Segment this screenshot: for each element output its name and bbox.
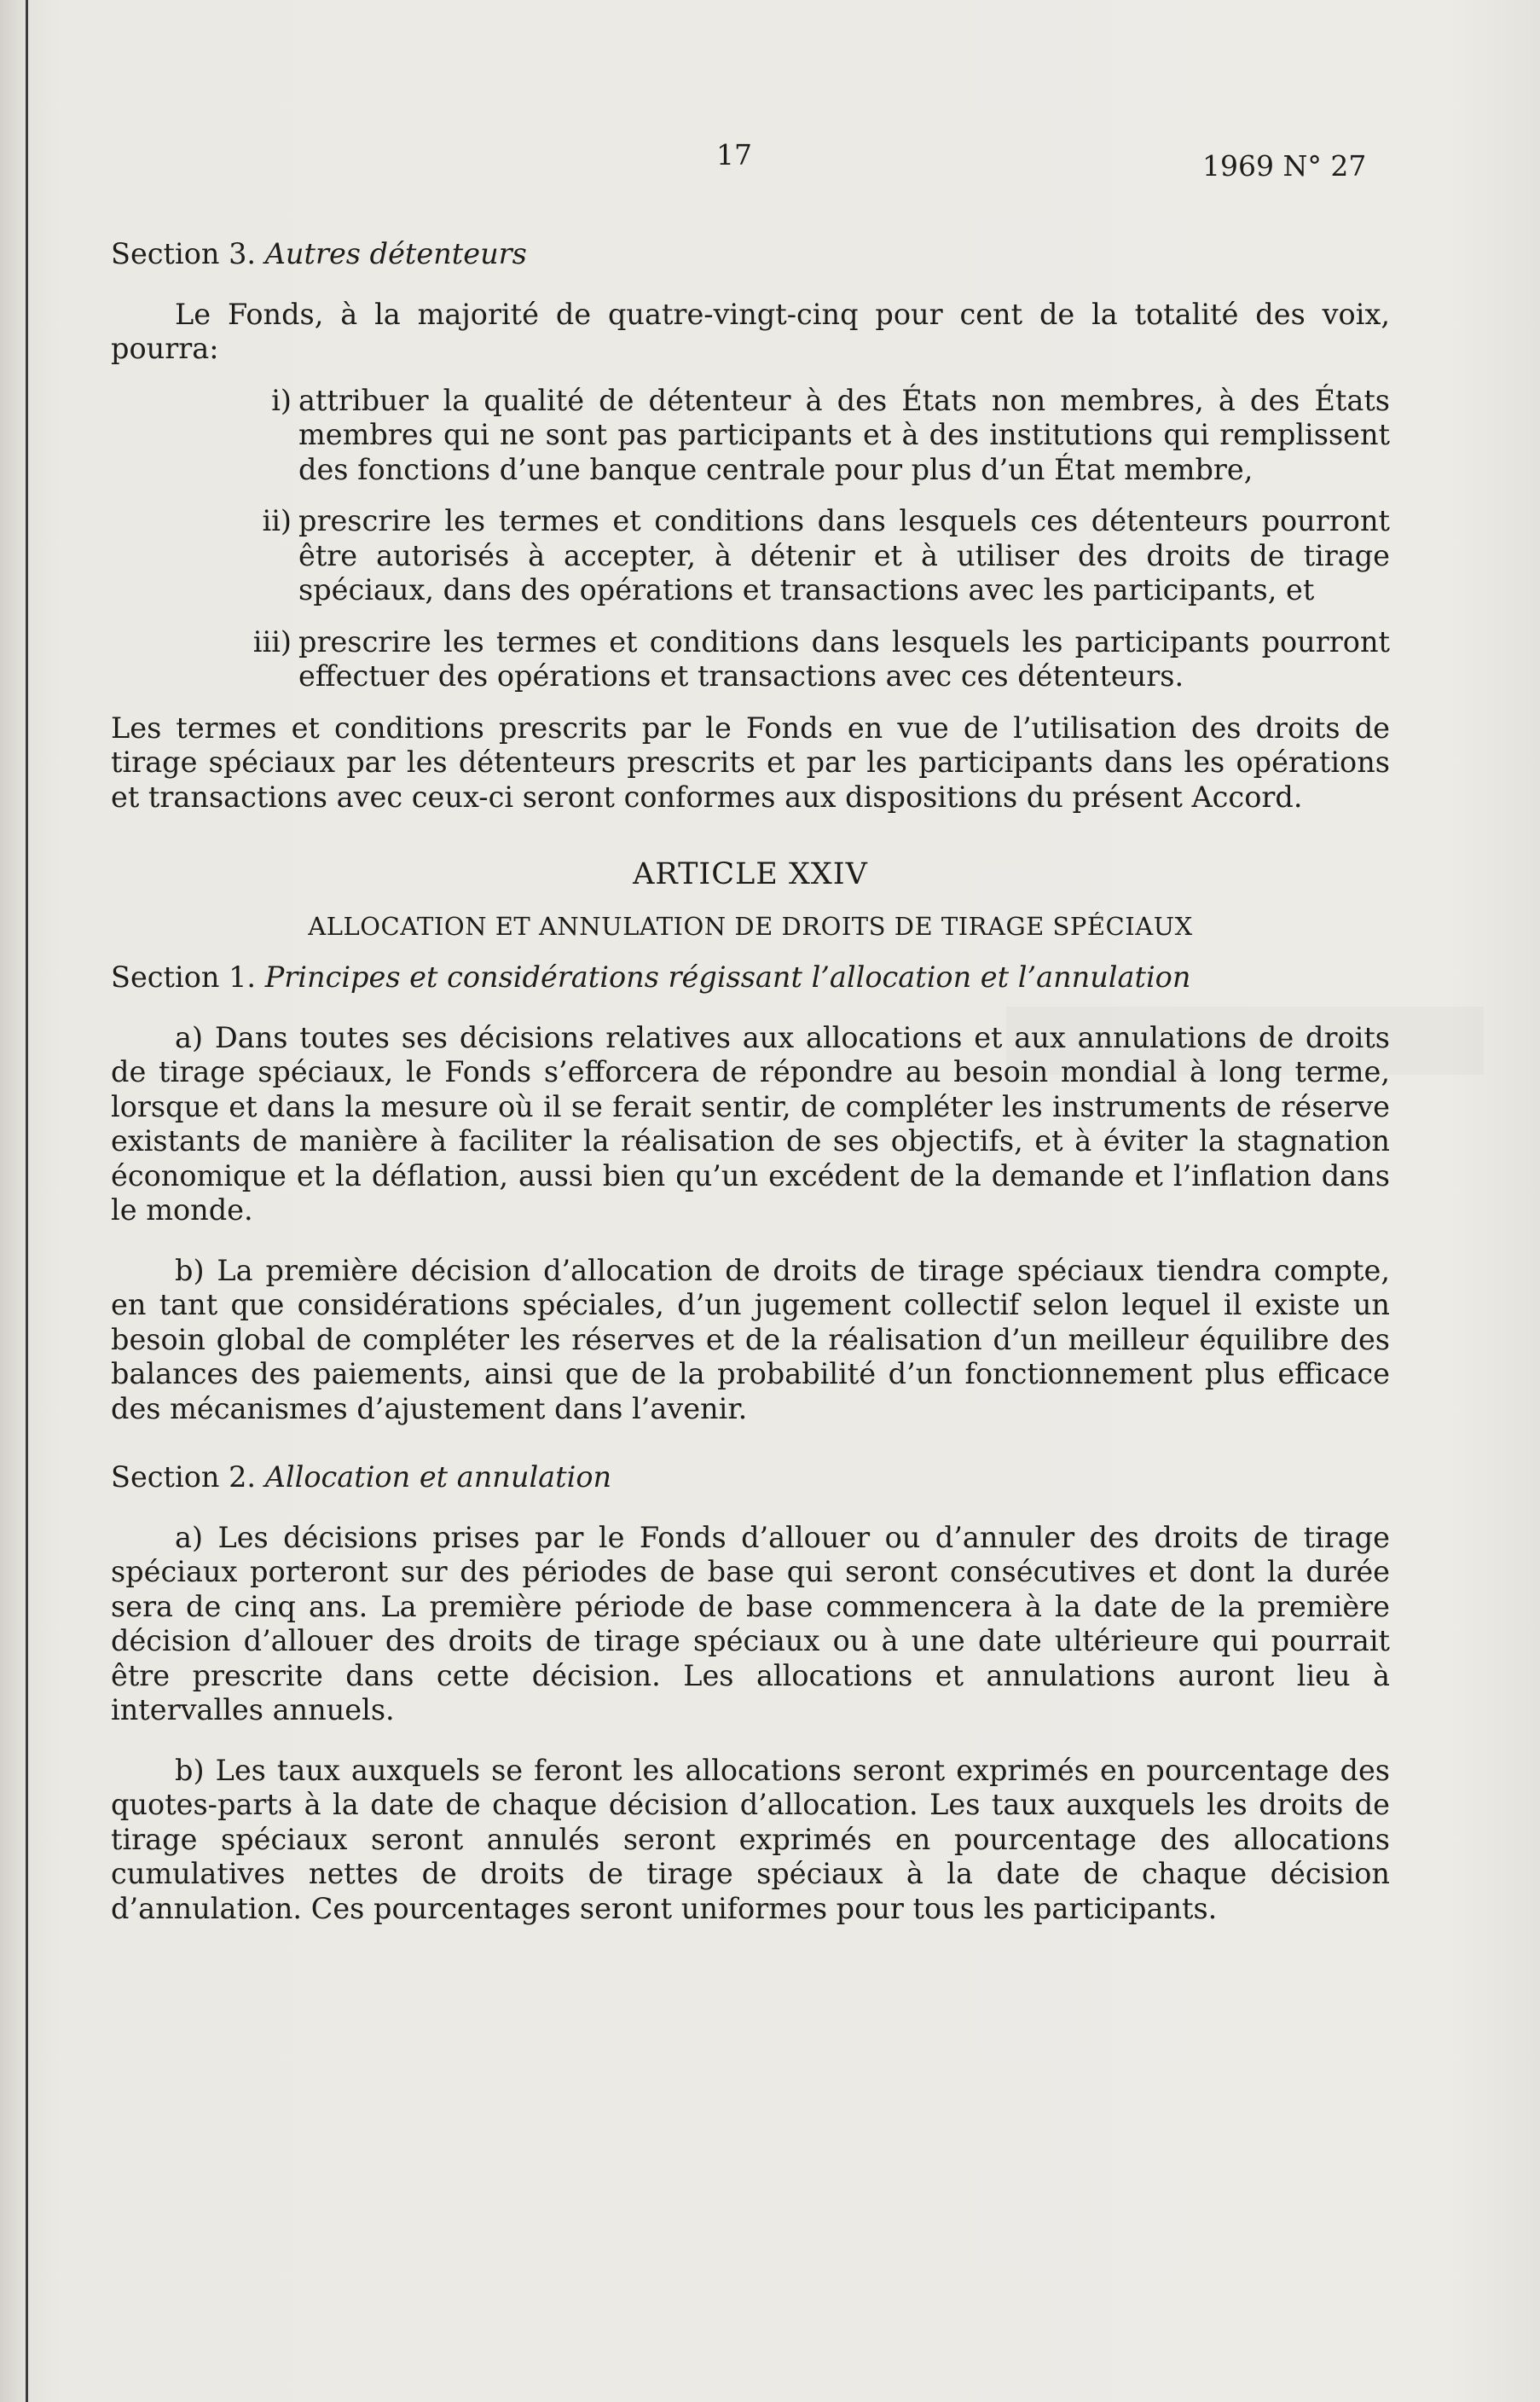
section-3-label: Section 3. bbox=[111, 237, 257, 270]
list-item-number: iii) bbox=[252, 624, 292, 659]
list-item-text: attribuer la qualité de détenteur à des États non membres, à des États membres qui ne sont pas participants et à des institutions qui remplissent des fonctions d’une banque centrale pour plus d’un État membre, bbox=[298, 383, 1390, 486]
page-number: 17 bbox=[716, 138, 752, 171]
document-body bbox=[111, 237, 1390, 1926]
section-3-title: Autres détenteurs bbox=[264, 237, 527, 270]
article-heading: ARTICLE XXIV bbox=[633, 857, 868, 891]
section-1-paragraph-a: a) Dans toutes ses décisions relatives aux allocations et aux annulations de droits de tirage spéciaux, le Fonds s’efforcera de répondre au besoin mondial à long terme, lorsque et dans la mesure où il se ferait sentir, de compléter les instruments de réserve existants de manière à faciliter la réalisation de ses objectifs, et à éviter la stagnation économique et la déflation, aussi bien qu’un excédent de la demande et l’inflation dans le monde. bbox=[111, 1020, 1390, 1227]
section-2-label: Section 2. bbox=[111, 1460, 257, 1494]
section-2-paragraph-b: b) Les taux auxquels se feront les allocations seront exprimés en pourcentage des quotes-parts à la date de chaque décision d’allocation. Les taux auxquels les droits de tirage spéciaux seront annulés seront exprimés en pourcentage des allocations cumulatives nettes de droits de tirage spéciaux à la date de chaque décision d’annulation. Ces pourcentages seront uniformes pour tous les participants. bbox=[111, 1753, 1390, 1925]
list-item-text: prescrire les termes et conditions dans lesquels ces détenteurs pourront être autorisés à accepter, à détenir et à utiliser des droits de tirage spéciaux, dans des opérations et transactions avec les participants, et bbox=[298, 504, 1390, 606]
section-3-heading bbox=[111, 237, 1390, 272]
section-3-closing: Les termes et conditions prescrits par le Fonds en vue de l’utilisation des droits de tirage spéciaux par les détenteurs prescrits et par les participants dans les opérations et transactions avec ceux-ci seront conformes aux dispositions du présent Accord. bbox=[111, 711, 1390, 814]
section-2-heading bbox=[111, 1460, 1390, 1495]
binding-edge-line bbox=[26, 0, 28, 2402]
section-3-intro: Le Fonds, à la majorité de quatre-vingt-cinq pour cent de la totalité des voix, pourra: bbox=[111, 297, 1390, 365]
year-issue-number: 1969 N° 27 bbox=[1202, 149, 1367, 183]
section-2-title: Allocation et annulation bbox=[264, 1460, 612, 1494]
section-1-heading bbox=[111, 960, 1390, 995]
list-item bbox=[111, 625, 1390, 694]
list-item bbox=[111, 504, 1390, 608]
section-2-paragraph-a: a) Les décisions prises par le Fonds d’allouer ou d’annuler des droits de tirage spéciaux porteront sur des périodes de base qui seront consécutives et dont la durée sera de cinq ans. La première période de base commencera à la date de la première décision d’allouer des droits de tirage spéciaux ou à une date ultérieure qui pourrait être prescrite dans cette décision. Les allocations et annulations auront lieu à intervalles annuels. bbox=[111, 1520, 1390, 1726]
list-item-number: ii) bbox=[262, 504, 292, 537]
section-1-title: Principes et considérations régissant l’allocation et l’annulation bbox=[264, 960, 1191, 994]
list-item-text: prescrire les termes et conditions dans lesquels les participants pourront effectuer des opérations et transactions avec ces détenteurs. bbox=[298, 624, 1390, 693]
list-item-number: i) bbox=[271, 383, 292, 417]
article-subheading: ALLOCATION ET ANNULATION DE DROITS DE TIRAGE SPÉCIAUX bbox=[308, 911, 1193, 941]
section-1-paragraph-b: b) La première décision d’allocation de droits de tirage spéciaux tiendra compte, en tant que considérations spéciales, d’un jugement collectif selon lequel il existe un besoin global de compléter les réserves et de la réalisation d’un meilleur équilibre des balances des paiements, ainsi que de la probabilité d’un fonctionnement plus efficace des mécanismes d’ajustement dans l’avenir. bbox=[111, 1253, 1390, 1425]
section-1-label: Section 1. bbox=[111, 960, 257, 994]
list-item bbox=[111, 384, 1390, 488]
